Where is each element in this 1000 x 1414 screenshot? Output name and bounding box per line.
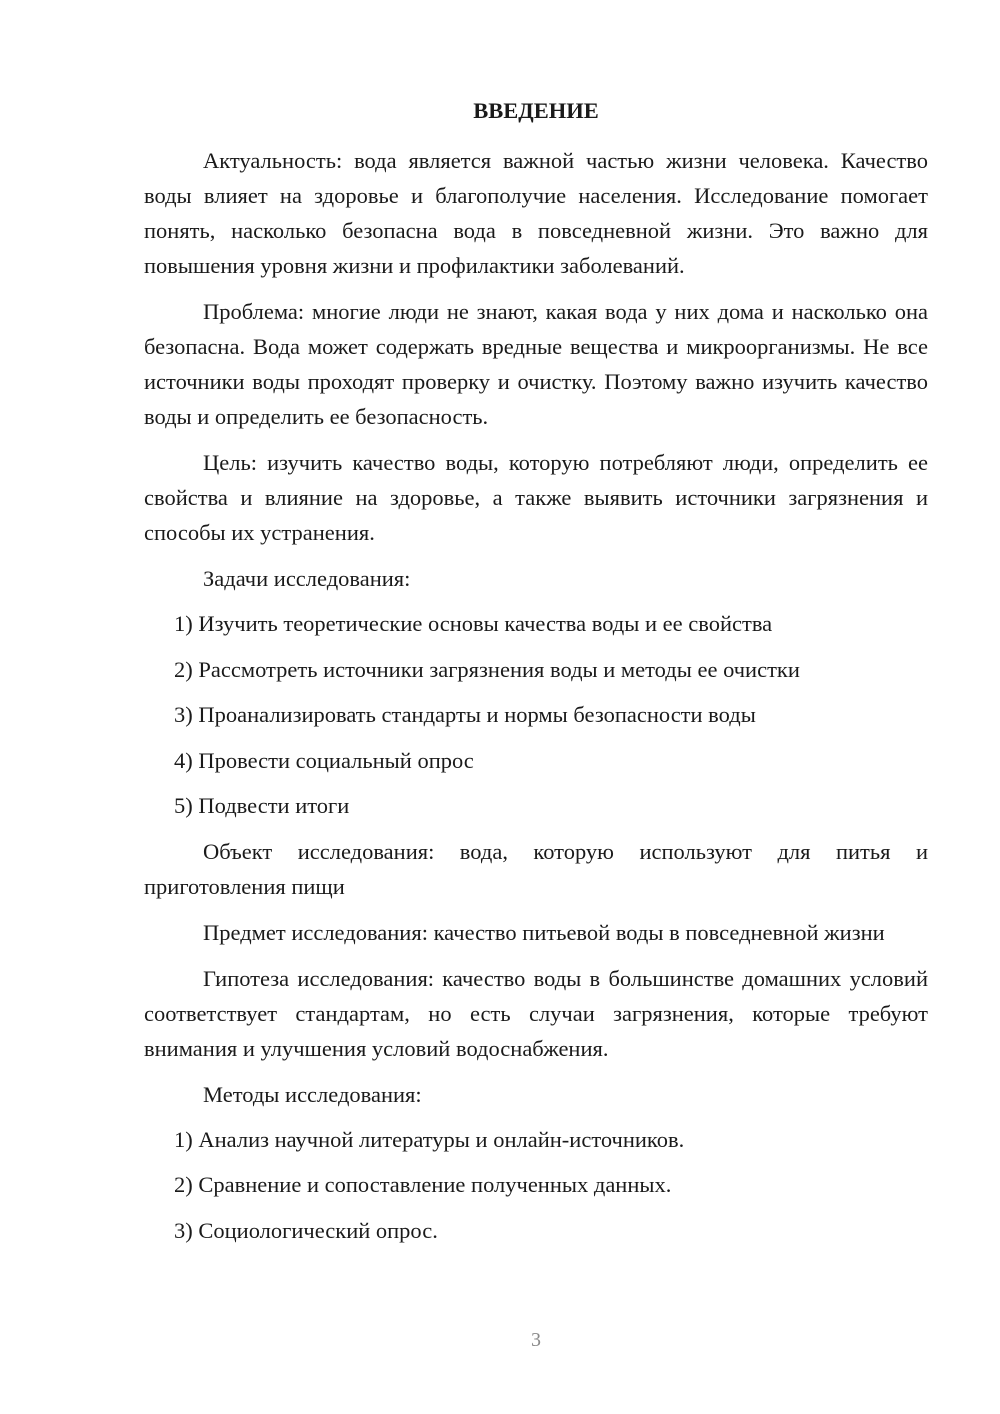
paragraph-goal: Цель: изучить качество воды, которую потребляют люди, определить ее свойства и влияние на здоровье, а также выявить источники загрязнения и способы их устранения. [144,450,928,545]
list-item: 3) Проанализировать стандарты и нормы безопасности воды [174,702,756,727]
list-item: 1) Изучить теоретические основы качества воды и ее свойства [174,611,773,636]
tasks-label: Задачи исследования: [203,566,411,591]
tasks-list [144,606,928,823]
page-content [144,96,928,1258]
paragraph-subject: Предмет исследования: качество питьевой воды в повседневной жизни [203,919,885,945]
paragraph-relevance: Актуальность: вода является важной частью жизни человека. Качество воды влияет на здоровье и благополучие населения. Исследование помогает понять, насколько безопасна вода в повседневной жизни. Это важно для повышения уровня жизни и профилактики заболеваний. [144,148,928,278]
list-item: 2) Сравнение и сопоставление полученных данных. [174,1172,672,1197]
list-item: 1) Анализ научной литературы и онлайн-источников. [174,1126,685,1152]
list-item: 4) Провести социальный опрос [174,747,474,773]
list-item: 2) Рассмотреть источники загрязнения воды и методы ее очистки [174,656,800,682]
paragraph-object: Объект исследования: вода, которую используют для питья и приготовления пищи [144,838,928,899]
methods-label: Методы исследования: [203,1081,422,1107]
list-item: 3) Социологический опрос. [174,1217,438,1243]
paragraph-problem: Проблема: многие люди не знают, какая вода у них дома и насколько она безопасна. Вода может содержать вредные вещества и микроорганизмы. Не все источники воды проходят проверку и очистку. Поэтому важно изучить качество воды и определить ее безопасность. [144,299,928,429]
paragraph-hypothesis: Гипотеза исследования: качество воды в большинстве домашних условий соответствует стандартам, но есть случаи загрязнения, которые требуют внимания и улучшения условий водоснабжения. [144,965,928,1061]
methods-list [144,1122,928,1248]
list-item: 5) Подвести итоги [174,793,350,818]
section-heading: ВВЕДЕНИЕ [473,98,599,123]
page-number: 3 [531,1329,541,1351]
